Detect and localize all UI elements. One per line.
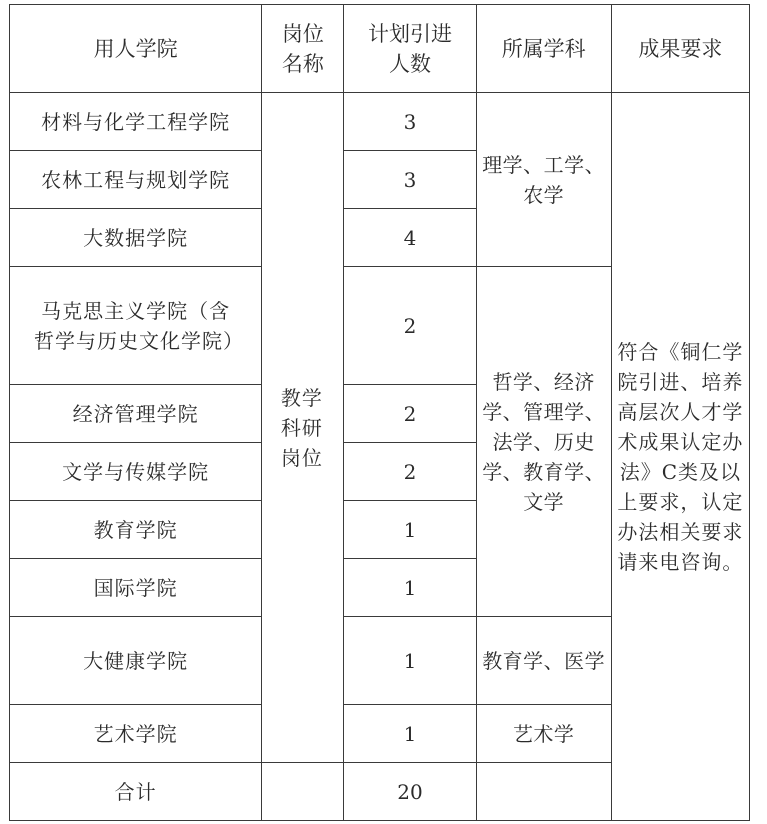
recruitment-table [9, 4, 750, 821]
subject-cell: 哲学、经济学、管理学、法学、历史学、教育学、文学 [476, 267, 611, 617]
unit-cell: 材料与化学工程学院 [10, 93, 262, 151]
count-cell: 3 [344, 151, 476, 209]
subject-cell: 理学、工学、农学 [476, 93, 611, 267]
header-subject: 所属学科 [476, 5, 611, 93]
count-cell: 1 [344, 705, 476, 763]
unit-cell: 马克思主义学院（含哲学与历史文化学院） [10, 267, 262, 385]
unit-cell: 艺术学院 [10, 705, 262, 763]
header-post [262, 5, 344, 93]
header-count-text: 计划引进人数 [368, 21, 453, 76]
total-count: 20 [344, 763, 476, 821]
post-text: 教学科研岗位 [280, 385, 323, 470]
header-unit: 用人学院 [10, 5, 262, 93]
count-cell: 2 [344, 385, 476, 443]
count-cell: 1 [344, 501, 476, 559]
header-row [10, 5, 750, 93]
header-requirement: 成果要求 [611, 5, 749, 93]
subject-cell: 艺术学 [476, 705, 611, 763]
unit-cell: 大健康学院 [10, 617, 262, 705]
count-cell: 2 [344, 267, 476, 385]
total-post-cell [262, 763, 344, 821]
requirement-cell: 符合《铜仁学院引进、培养高层次人才学术成果认定办法》C类及以上要求，认定办法相关要求请来电咨询。 [611, 93, 749, 821]
unit-cell: 文学与传媒学院 [10, 443, 262, 501]
unit-cell: 教育学院 [10, 501, 262, 559]
header-count [344, 5, 476, 93]
count-cell: 1 [344, 617, 476, 705]
unit-cell: 农林工程与规划学院 [10, 151, 262, 209]
unit-cell: 经济管理学院 [10, 385, 262, 443]
count-cell: 4 [344, 209, 476, 267]
total-label: 合计 [10, 763, 262, 821]
unit-cell: 大数据学院 [10, 209, 262, 267]
count-cell: 2 [344, 443, 476, 501]
subject-cell: 教育学、医学 [476, 617, 611, 705]
post-cell [262, 93, 344, 763]
total-subject-cell [476, 763, 611, 821]
unit-cell: 国际学院 [10, 559, 262, 617]
header-post-text: 岗位名称 [281, 21, 324, 76]
count-cell: 3 [344, 93, 476, 151]
count-cell: 1 [344, 559, 476, 617]
table-row [10, 93, 750, 151]
